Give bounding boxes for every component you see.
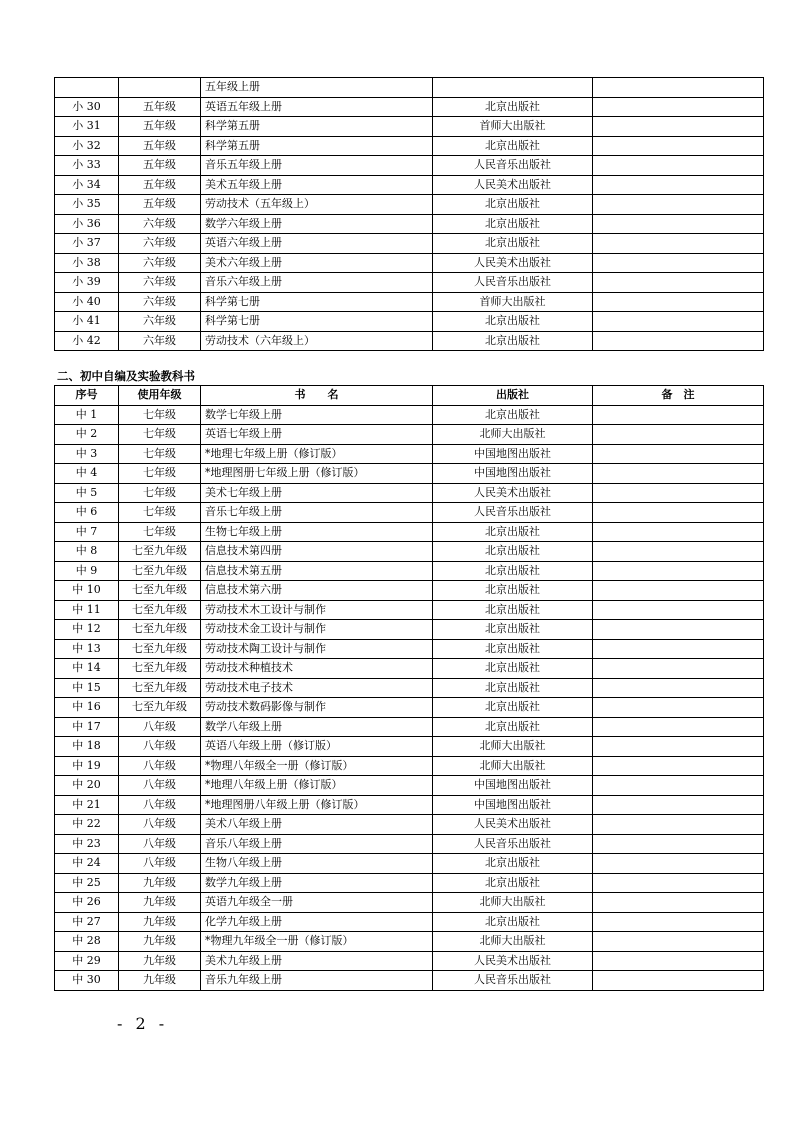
cell-publisher: 北师大出版社 bbox=[433, 737, 593, 757]
cell-title: 数学八年级上册 bbox=[201, 717, 433, 737]
header-note: 备 注 bbox=[593, 386, 764, 406]
table-row bbox=[55, 698, 764, 718]
cell-note bbox=[593, 234, 764, 254]
cell-no: 小 40 bbox=[55, 292, 119, 312]
cell-title: *地理七年级上册（修订版） bbox=[201, 444, 433, 464]
cell-title: 音乐七年级上册 bbox=[201, 503, 433, 523]
table-row bbox=[55, 756, 764, 776]
cell-no: 小 30 bbox=[55, 97, 119, 117]
cell-note bbox=[593, 834, 764, 854]
cell-grade: 九年级 bbox=[119, 873, 201, 893]
cell-title: 音乐八年级上册 bbox=[201, 834, 433, 854]
cell-note bbox=[593, 561, 764, 581]
cell-grade: 八年级 bbox=[119, 737, 201, 757]
table-row bbox=[55, 873, 764, 893]
cell-note bbox=[593, 425, 764, 445]
cell-note bbox=[593, 756, 764, 776]
cell-publisher: 北京出版社 bbox=[433, 97, 593, 117]
cell-grade: 八年级 bbox=[119, 776, 201, 796]
cell-title: 劳动技术木工设计与制作 bbox=[201, 600, 433, 620]
cell-note bbox=[593, 620, 764, 640]
cell-title: 英语八年级上册（修订版） bbox=[201, 737, 433, 757]
table-row bbox=[55, 932, 764, 952]
cell-grade: 八年级 bbox=[119, 717, 201, 737]
cell-grade: 七至九年级 bbox=[119, 678, 201, 698]
cell-publisher: 北京出版社 bbox=[433, 639, 593, 659]
junior-textbook-table bbox=[54, 385, 764, 991]
cell-title: 数学七年级上册 bbox=[201, 405, 433, 425]
cell-grade: 九年级 bbox=[119, 912, 201, 932]
table-row bbox=[55, 971, 764, 991]
cell-note bbox=[593, 581, 764, 601]
table-row bbox=[55, 581, 764, 601]
cell-grade: 五年级 bbox=[119, 117, 201, 137]
cell-no: 小 41 bbox=[55, 312, 119, 332]
cell-title: 科学第五册 bbox=[201, 136, 433, 156]
cell-no: 中 2 bbox=[55, 425, 119, 445]
cell-no: 小 38 bbox=[55, 253, 119, 273]
cell-note bbox=[593, 776, 764, 796]
cell-note bbox=[593, 483, 764, 503]
cell-note bbox=[593, 815, 764, 835]
cell-title: 科学第七册 bbox=[201, 312, 433, 332]
cell-title: 美术七年级上册 bbox=[201, 483, 433, 503]
cell-publisher: 人民美术出版社 bbox=[433, 815, 593, 835]
table-row bbox=[55, 253, 764, 273]
cell-title: 生物七年级上册 bbox=[201, 522, 433, 542]
cell-title: *物理八年级全一册（修订版） bbox=[201, 756, 433, 776]
cell-note bbox=[593, 405, 764, 425]
cell-note bbox=[593, 737, 764, 757]
primary-textbook-table-body bbox=[55, 78, 764, 351]
cell-title: 生物八年级上册 bbox=[201, 854, 433, 874]
cell-note bbox=[593, 253, 764, 273]
table-header bbox=[55, 386, 764, 406]
cell-publisher: 人民音乐出版社 bbox=[433, 273, 593, 293]
cell-note bbox=[593, 854, 764, 874]
cell-no: 中 26 bbox=[55, 893, 119, 913]
cell-publisher: 北师大出版社 bbox=[433, 893, 593, 913]
cell-publisher: 北京出版社 bbox=[433, 405, 593, 425]
cell-no: 小 31 bbox=[55, 117, 119, 137]
cell-title: *地理图册八年级上册（修订版） bbox=[201, 795, 433, 815]
table-row bbox=[55, 97, 764, 117]
section-title: 二、初中自编及实验教科书 bbox=[57, 369, 195, 383]
table-row bbox=[55, 405, 764, 425]
cell-no bbox=[55, 78, 119, 98]
cell-title: 信息技术第四册 bbox=[201, 542, 433, 562]
cell-grade: 七至九年级 bbox=[119, 581, 201, 601]
cell-grade: 七至九年级 bbox=[119, 600, 201, 620]
cell-grade: 五年级 bbox=[119, 195, 201, 215]
cell-publisher: 北京出版社 bbox=[433, 542, 593, 562]
cell-note bbox=[593, 873, 764, 893]
cell-publisher: 人民音乐出版社 bbox=[433, 834, 593, 854]
cell-note bbox=[593, 542, 764, 562]
header-title: 书 名 bbox=[201, 386, 433, 406]
cell-no: 中 9 bbox=[55, 561, 119, 581]
cell-publisher: 人民音乐出版社 bbox=[433, 503, 593, 523]
cell-title: 劳动技术陶工设计与制作 bbox=[201, 639, 433, 659]
table-row bbox=[55, 156, 764, 176]
cell-publisher: 北京出版社 bbox=[433, 195, 593, 215]
cell-title: 音乐九年级上册 bbox=[201, 971, 433, 991]
cell-grade: 八年级 bbox=[119, 815, 201, 835]
cell-publisher: 北京出版社 bbox=[433, 873, 593, 893]
cell-grade: 六年级 bbox=[119, 331, 201, 351]
cell-title: 美术八年级上册 bbox=[201, 815, 433, 835]
cell-grade: 六年级 bbox=[119, 292, 201, 312]
cell-title: 美术六年级上册 bbox=[201, 253, 433, 273]
table-row bbox=[55, 620, 764, 640]
cell-no: 中 29 bbox=[55, 951, 119, 971]
header-row bbox=[55, 386, 764, 406]
cell-grade: 八年级 bbox=[119, 834, 201, 854]
table-row bbox=[55, 522, 764, 542]
cell-publisher: 北师大出版社 bbox=[433, 425, 593, 445]
cell-title: 英语六年级上册 bbox=[201, 234, 433, 254]
table-row bbox=[55, 503, 764, 523]
cell-no: 中 18 bbox=[55, 737, 119, 757]
table-row bbox=[55, 136, 764, 156]
cell-grade: 五年级 bbox=[119, 136, 201, 156]
cell-no: 小 33 bbox=[55, 156, 119, 176]
cell-publisher: 北京出版社 bbox=[433, 214, 593, 234]
cell-no: 小 39 bbox=[55, 273, 119, 293]
cell-no: 小 36 bbox=[55, 214, 119, 234]
cell-no: 中 11 bbox=[55, 600, 119, 620]
cell-title: 劳动技术（六年级上） bbox=[201, 331, 433, 351]
cell-no: 中 14 bbox=[55, 659, 119, 679]
cell-grade: 七年级 bbox=[119, 405, 201, 425]
cell-note bbox=[593, 600, 764, 620]
cell-publisher: 中国地图出版社 bbox=[433, 444, 593, 464]
cell-no: 中 8 bbox=[55, 542, 119, 562]
cell-title: 英语九年级全一册 bbox=[201, 893, 433, 913]
cell-publisher: 人民音乐出版社 bbox=[433, 156, 593, 176]
cell-no: 小 32 bbox=[55, 136, 119, 156]
cell-note bbox=[593, 659, 764, 679]
cell-no: 中 23 bbox=[55, 834, 119, 854]
table-row bbox=[55, 678, 764, 698]
cell-title: *物理九年级全一册（修订版） bbox=[201, 932, 433, 952]
cell-grade: 七至九年级 bbox=[119, 698, 201, 718]
cell-no: 中 24 bbox=[55, 854, 119, 874]
cell-grade: 七年级 bbox=[119, 464, 201, 484]
cell-note bbox=[593, 698, 764, 718]
cell-no: 小 37 bbox=[55, 234, 119, 254]
cell-publisher: 首师大出版社 bbox=[433, 292, 593, 312]
cell-no: 中 27 bbox=[55, 912, 119, 932]
table-row bbox=[55, 214, 764, 234]
cell-grade: 七至九年级 bbox=[119, 639, 201, 659]
table-row bbox=[55, 561, 764, 581]
cell-title: *地理图册七年级上册（修订版） bbox=[201, 464, 433, 484]
cell-grade: 五年级 bbox=[119, 97, 201, 117]
cell-grade: 六年级 bbox=[119, 234, 201, 254]
cell-grade: 九年级 bbox=[119, 893, 201, 913]
cell-note bbox=[593, 971, 764, 991]
cell-grade: 六年级 bbox=[119, 273, 201, 293]
cell-note bbox=[593, 117, 764, 137]
table-row bbox=[55, 893, 764, 913]
cell-no: 中 28 bbox=[55, 932, 119, 952]
cell-publisher: 首师大出版社 bbox=[433, 117, 593, 137]
cell-no: 中 22 bbox=[55, 815, 119, 835]
table-row bbox=[55, 273, 764, 293]
cell-title: 劳动技术数码影像与制作 bbox=[201, 698, 433, 718]
table-row bbox=[55, 951, 764, 971]
cell-note bbox=[593, 639, 764, 659]
cell-note bbox=[593, 678, 764, 698]
table-row bbox=[55, 444, 764, 464]
cell-publisher: 中国地图出版社 bbox=[433, 795, 593, 815]
cell-grade: 五年级 bbox=[119, 156, 201, 176]
cell-note bbox=[593, 214, 764, 234]
cell-title: 劳动技术电子技术 bbox=[201, 678, 433, 698]
cell-publisher: 北京出版社 bbox=[433, 522, 593, 542]
table-row bbox=[55, 234, 764, 254]
cell-note bbox=[593, 912, 764, 932]
cell-publisher bbox=[433, 78, 593, 98]
table-row bbox=[55, 542, 764, 562]
cell-publisher: 北京出版社 bbox=[433, 620, 593, 640]
cell-grade: 九年级 bbox=[119, 932, 201, 952]
cell-grade: 六年级 bbox=[119, 253, 201, 273]
cell-publisher: 北京出版社 bbox=[433, 717, 593, 737]
cell-no: 中 3 bbox=[55, 444, 119, 464]
cell-note bbox=[593, 175, 764, 195]
header-no: 序号 bbox=[55, 386, 119, 406]
cell-note bbox=[593, 444, 764, 464]
cell-grade: 八年级 bbox=[119, 795, 201, 815]
cell-publisher: 北京出版社 bbox=[433, 331, 593, 351]
table-row bbox=[55, 600, 764, 620]
cell-grade: 六年级 bbox=[119, 214, 201, 234]
cell-title: 美术九年级上册 bbox=[201, 951, 433, 971]
cell-no: 小 35 bbox=[55, 195, 119, 215]
cell-grade: 九年级 bbox=[119, 971, 201, 991]
cell-publisher: 北京出版社 bbox=[433, 678, 593, 698]
cell-grade: 七至九年级 bbox=[119, 561, 201, 581]
cell-no: 中 1 bbox=[55, 405, 119, 425]
cell-note bbox=[593, 273, 764, 293]
cell-grade: 七年级 bbox=[119, 483, 201, 503]
cell-grade bbox=[119, 78, 201, 98]
cell-publisher: 人民音乐出版社 bbox=[433, 971, 593, 991]
cell-title: 劳动技术种植技术 bbox=[201, 659, 433, 679]
cell-no: 中 4 bbox=[55, 464, 119, 484]
cell-note bbox=[593, 503, 764, 523]
cell-note bbox=[593, 795, 764, 815]
table-row bbox=[55, 483, 764, 503]
cell-no: 中 7 bbox=[55, 522, 119, 542]
cell-note bbox=[593, 331, 764, 351]
cell-publisher: 中国地图出版社 bbox=[433, 776, 593, 796]
cell-note bbox=[593, 312, 764, 332]
table-row bbox=[55, 331, 764, 351]
cell-no: 中 19 bbox=[55, 756, 119, 776]
cell-grade: 五年级 bbox=[119, 175, 201, 195]
cell-title: 英语五年级上册 bbox=[201, 97, 433, 117]
cell-note bbox=[593, 292, 764, 312]
cell-publisher: 北京出版社 bbox=[433, 600, 593, 620]
cell-publisher: 北京出版社 bbox=[433, 136, 593, 156]
cell-note bbox=[593, 932, 764, 952]
header-grade: 使用年级 bbox=[119, 386, 201, 406]
cell-note bbox=[593, 78, 764, 98]
table-row bbox=[55, 795, 764, 815]
cell-no: 中 12 bbox=[55, 620, 119, 640]
cell-title: 信息技术第五册 bbox=[201, 561, 433, 581]
cell-publisher: 北京出版社 bbox=[433, 698, 593, 718]
cell-no: 中 30 bbox=[55, 971, 119, 991]
cell-note bbox=[593, 195, 764, 215]
cell-no: 中 20 bbox=[55, 776, 119, 796]
cell-publisher: 人民美术出版社 bbox=[433, 483, 593, 503]
cell-publisher: 人民美术出版社 bbox=[433, 253, 593, 273]
table-row bbox=[55, 312, 764, 332]
cell-no: 中 25 bbox=[55, 873, 119, 893]
table-row bbox=[55, 464, 764, 484]
cell-publisher: 北京出版社 bbox=[433, 912, 593, 932]
cell-no: 中 17 bbox=[55, 717, 119, 737]
cell-no: 小 42 bbox=[55, 331, 119, 351]
table-row bbox=[55, 834, 764, 854]
cell-title: 信息技术第六册 bbox=[201, 581, 433, 601]
cell-grade: 七年级 bbox=[119, 503, 201, 523]
cell-note bbox=[593, 893, 764, 913]
cell-grade: 八年级 bbox=[119, 854, 201, 874]
cell-title: *地理八年级上册（修订版） bbox=[201, 776, 433, 796]
cell-grade: 八年级 bbox=[119, 756, 201, 776]
cell-note bbox=[593, 522, 764, 542]
table-row bbox=[55, 854, 764, 874]
cell-publisher: 北京出版社 bbox=[433, 312, 593, 332]
cell-no: 中 16 bbox=[55, 698, 119, 718]
cell-no: 中 5 bbox=[55, 483, 119, 503]
cell-title: 数学九年级上册 bbox=[201, 873, 433, 893]
table-row bbox=[55, 195, 764, 215]
cell-grade: 七年级 bbox=[119, 522, 201, 542]
cell-note bbox=[593, 97, 764, 117]
junior-textbook-table-body bbox=[55, 405, 764, 990]
table-row bbox=[55, 78, 764, 98]
cell-publisher: 人民美术出版社 bbox=[433, 951, 593, 971]
page-number: - 2 - bbox=[117, 1014, 169, 1033]
cell-note bbox=[593, 717, 764, 737]
cell-publisher: 北京出版社 bbox=[433, 561, 593, 581]
cell-publisher: 北京出版社 bbox=[433, 234, 593, 254]
cell-no: 中 6 bbox=[55, 503, 119, 523]
table-row bbox=[55, 815, 764, 835]
cell-publisher: 北京出版社 bbox=[433, 854, 593, 874]
cell-title: 劳动技术金工设计与制作 bbox=[201, 620, 433, 640]
header-publisher: 出版社 bbox=[433, 386, 593, 406]
table-row bbox=[55, 776, 764, 796]
cell-publisher: 人民美术出版社 bbox=[433, 175, 593, 195]
table-row bbox=[55, 912, 764, 932]
table-row bbox=[55, 717, 764, 737]
cell-publisher: 中国地图出版社 bbox=[433, 464, 593, 484]
cell-publisher: 北师大出版社 bbox=[433, 932, 593, 952]
cell-no: 中 10 bbox=[55, 581, 119, 601]
cell-no: 中 21 bbox=[55, 795, 119, 815]
table-row bbox=[55, 639, 764, 659]
cell-title: 五年级上册 bbox=[201, 78, 433, 98]
table-row bbox=[55, 737, 764, 757]
cell-publisher: 北京出版社 bbox=[433, 659, 593, 679]
cell-grade: 七至九年级 bbox=[119, 542, 201, 562]
cell-grade: 七年级 bbox=[119, 425, 201, 445]
cell-grade: 六年级 bbox=[119, 312, 201, 332]
cell-title: 科学第七册 bbox=[201, 292, 433, 312]
cell-no: 中 15 bbox=[55, 678, 119, 698]
cell-no: 中 13 bbox=[55, 639, 119, 659]
cell-note bbox=[593, 136, 764, 156]
cell-grade: 七年级 bbox=[119, 444, 201, 464]
cell-grade: 七至九年级 bbox=[119, 659, 201, 679]
cell-publisher: 北京出版社 bbox=[433, 581, 593, 601]
table-row bbox=[55, 117, 764, 137]
cell-title: 数学六年级上册 bbox=[201, 214, 433, 234]
cell-no: 小 34 bbox=[55, 175, 119, 195]
cell-note bbox=[593, 464, 764, 484]
cell-grade: 七至九年级 bbox=[119, 620, 201, 640]
table-row bbox=[55, 425, 764, 445]
cell-title: 化学九年级上册 bbox=[201, 912, 433, 932]
cell-title: 英语七年级上册 bbox=[201, 425, 433, 445]
cell-title: 科学第五册 bbox=[201, 117, 433, 137]
table-row bbox=[55, 175, 764, 195]
cell-title: 音乐五年级上册 bbox=[201, 156, 433, 176]
cell-title: 劳动技术（五年级上） bbox=[201, 195, 433, 215]
table-row bbox=[55, 659, 764, 679]
cell-title: 美术五年级上册 bbox=[201, 175, 433, 195]
cell-grade: 九年级 bbox=[119, 951, 201, 971]
cell-note bbox=[593, 156, 764, 176]
table-row bbox=[55, 292, 764, 312]
primary-textbook-table bbox=[54, 77, 764, 351]
cell-publisher: 北师大出版社 bbox=[433, 756, 593, 776]
cell-title: 音乐六年级上册 bbox=[201, 273, 433, 293]
cell-note bbox=[593, 951, 764, 971]
